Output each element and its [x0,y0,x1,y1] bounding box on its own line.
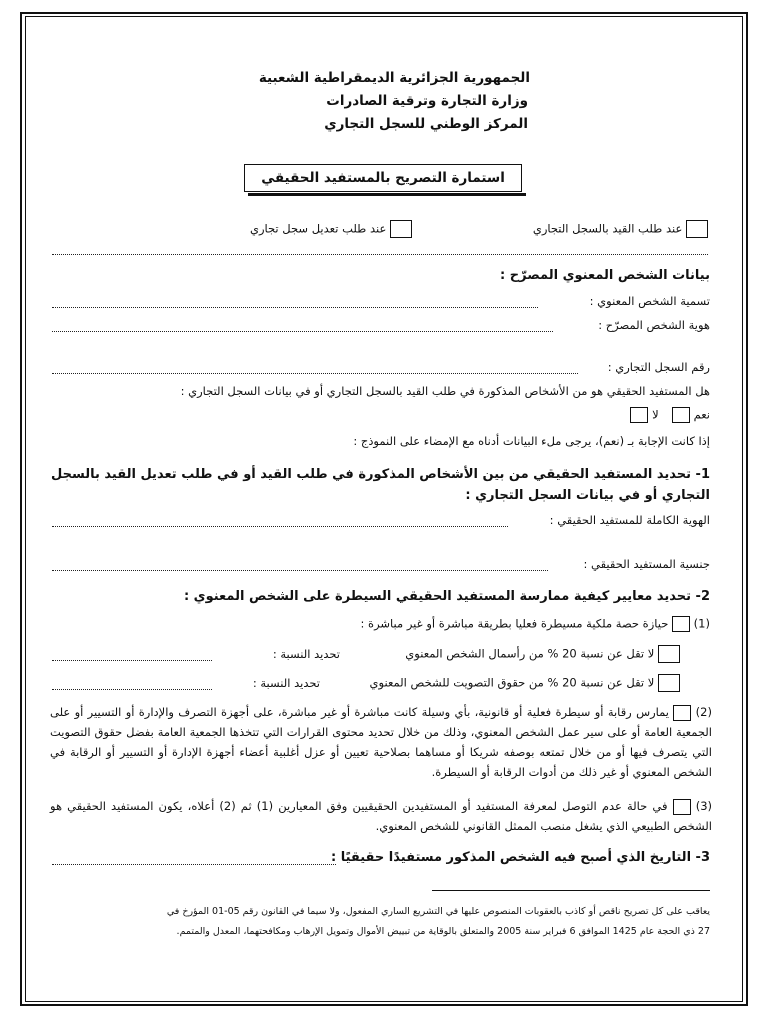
full-identity-label: الهوية الكاملة للمستفيد الحقيقي : [549,513,710,527]
republic-title: الجمهورية الجزائرية الديمقراطية الشعبية [258,70,530,86]
fill-instructions: إذا كانت الإجابة بـ (نعم)، يرجى ملء البيانات أدناه مع الإمضاء على النموذج : [353,434,710,448]
no-label: لا [652,407,659,422]
yes-checkbox[interactable] [672,407,690,423]
registration-label: عند طلب القيد بالسجل التجاري [532,221,683,236]
criterion-1b-text: لا تقل عن نسبة 20 % من حقوق التصويت للشخص المعنوي [369,675,655,690]
criterion-2-checkbox[interactable] [673,705,691,721]
criterion-3 [50,796,712,836]
criterion-3-number: (3) [695,799,713,813]
criterion-2-text: يمارس رقابة أو سيطرة فعلية أو قانونية، بأي وسيلة كانت مباشرة أو غير مباشرة، على أجهزة التصرف والإدارة أو التسيير أو على الجمعية العامة أو على سير عمل الشخص المعنوي، وذلك من خلال تحديد محتوى القرارات التي تتخذها الجمعية العامة بفضل حقوق التصويت التي يتصرف فيها أو من خلال تمتعه بوصفه شريكا أو مساهما بصلاحية تعيين أو عزل أغلبية أعضاء أجهزة الإدارة أو التسيير أو الرقابة في الشخص المعنوي أو غير ذلك من أدوات الرقابة أو السيطرة. [50,705,712,779]
criterion-1a-text: لا تقل عن نسبة 20 % من رأسمال الشخص المعنوي [405,646,655,661]
register-number-label: رقم السجل التجاري : [607,360,710,374]
criterion-2-number: (2) [695,705,712,719]
criterion-3-checkbox[interactable] [673,799,691,815]
criterion-1-checkbox[interactable] [672,616,690,632]
nationality-label: جنسية المستفيد الحقيقي : [583,557,710,571]
footnote-rule [432,890,710,891]
criterion-1-text: حيازة حصة ملكية مسيطرة فعليا بطريقة مباشرة أو غير مباشرة : [360,616,669,631]
no-checkbox[interactable] [630,407,648,423]
criterion-2 [50,702,712,782]
criterion-1a [345,645,680,663]
nationality-field[interactable] [52,570,548,571]
criterion-1a-rate-label: تحديد النسبة : [272,647,340,661]
option-registration [470,220,708,238]
section2-heading: 2- تحديد معايير كيفية ممارسة المستفيد الحقيقي السيطرة على الشخص المعنوي : [183,589,710,604]
footnote-line1: يعاقب على كل تصريح ناقص أو كاذب بالعقوبات المنصوص عليها في التشريع الساري المفعول، ولا سيما في القانون رقم 05-01 المؤرخ في [166,906,710,917]
criterion-1b [325,674,680,692]
entity-name-label: تسمية الشخص المعنوي : [589,294,710,308]
modification-label: عند طلب تعديل سجل تجاري [249,221,387,236]
beneficiary-question: هل المستفيد الحقيقي هو من الأشخاص المذكورة في طلب القيد بالسجل التجاري أو في بيانات السجل التجاري : [180,384,710,398]
center-title: المركز الوطني للسجل التجاري [324,116,528,132]
criterion-1b-rate-field[interactable] [52,689,212,690]
section3-heading: 3- التاريخ الذي أصبح فيه الشخص المذكور مستفيدًا حقيقيًا : [330,850,710,865]
criterion-1-number: (1) [693,616,710,631]
section0-heading: بيانات الشخص المعنوي المصرّح : [500,268,710,283]
full-identity-field[interactable] [52,526,508,527]
criterion-1 [290,616,710,632]
yes-label: نعم [693,407,710,422]
form-title: استمارة التصريح بالمستفيد الحقيقي [244,164,522,192]
entity-name-field[interactable] [52,307,538,308]
criterion-1b-rate-label: تحديد النسبة : [252,676,320,690]
declarant-identity-label: هوية الشخص المصرّح : [598,318,710,332]
ministry-title: وزارة التجارة وترقية الصادرات [326,93,528,109]
registration-checkbox[interactable] [686,220,708,238]
yes-no-row [560,407,710,423]
criterion-1a-rate-field[interactable] [52,660,212,661]
criterion-3-text: في حالة عدم التوصل لمعرفة المستفيد أو المستفيدين الحقيقيين وفق المعيارين (1) ثم (2) أعلاه، يكون المستفيد الحقيقي هو الشخص الطبيعي الذي يشغل منصب الممثل القانوني للشخص المعنوي. [50,799,712,833]
criterion-1a-checkbox[interactable] [658,645,680,663]
section1-heading-line1: 1- تحديد المستفيد الحقيقي من بين الأشخاص المذكورة في طلب القيد أو في طلب تعديل القيد بالسجل [51,467,710,482]
date-field[interactable] [52,864,336,865]
footnote-line2: 27 ذي الحجة عام 1425 الموافق 6 فبراير سنة 2005 والمتعلق بالوقاية من تبييض الأموال وتمويل الإرهاب ومكافحتهما، المعدل والمتمم. [176,926,710,937]
option-modification [210,220,412,238]
criterion-1b-checkbox[interactable] [658,674,680,692]
separator-dotted [52,254,708,255]
modification-checkbox[interactable] [390,220,412,238]
register-number-field[interactable] [52,373,578,374]
declarant-identity-field[interactable] [52,331,553,332]
section1-heading-line2: التجاري أو في بيانات السجل التجاري : [465,488,710,503]
